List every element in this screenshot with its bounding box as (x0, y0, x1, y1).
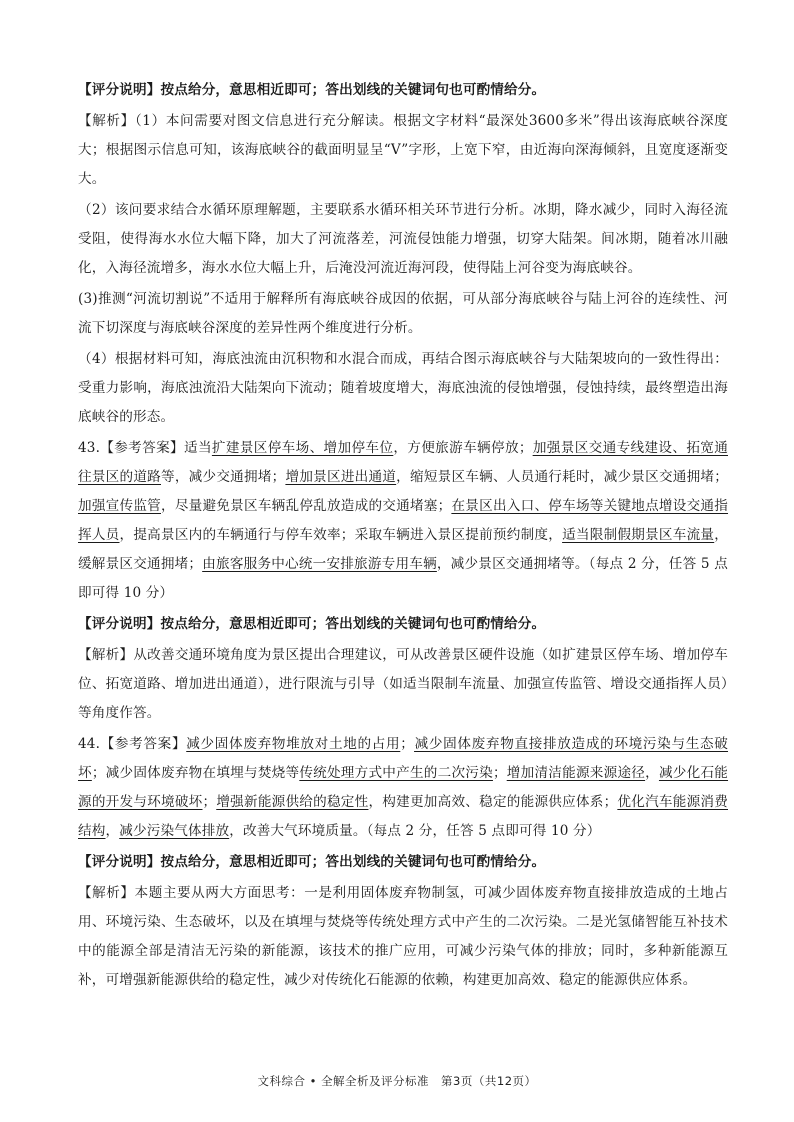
q44-key-phrase: 增强新能源供给的稳定性 (216, 794, 369, 810)
q43-text: ，缓解景区交通拥堵； (78, 527, 728, 572)
q44-key-phrase: 增加清洁能源来源途径 (506, 765, 646, 781)
page-footer: 文科综合 • 全解全析及评分标准 第3页（共12页） (257, 1074, 537, 1088)
q43-analysis: 【解析】从改善交通环境角度为景区提出合理建议，可从改善景区硬件设施（如扩建景区停车场、增加停车位、拓宽道路、增加进出通道），进行限流与引导（如适当限制车流量、加强宣传监管、增设交通指挥人员）等角度作答。 (78, 647, 728, 721)
q44-text: 44.【参考答案】 (78, 736, 187, 752)
q43-key-phrase: 加强宣传监管 (78, 498, 161, 514)
q43-text: ，减少景区交通拥堵等。（每点 2 分，任答 5 点即可得 10 分） (78, 556, 728, 601)
q42-analysis-2: （2）该问要求结合水循环原理解题，主要联系水循环相关环节进行分析。冰期，降水减少，同时入海径流受阻，使得海水水位大幅下降，加大了河流落差，河流侵蚀能力增强，切穿大陆架。间冰期，随着冰川融化，入海径流增多，海水水位大幅上升，后淹没河流近海河段，使得陆上河谷变为海底峡谷。 (78, 202, 728, 276)
q43-key-phrase: 增加景区进出通道 (285, 469, 397, 485)
q44-text: ； (400, 736, 415, 752)
q43-text: ，缩短景区车辆、人员通行耗时，减少景区交通拥堵； (396, 469, 729, 485)
q44-analysis: 【解析】本题主要从两大方面思考：一是利用固体废弃物制氢，可减少固体废弃物直接排放造成的土地占用、环境污染、生态破坏，以及在填埋与焚烧等传统处理方式中产生的二次污染。二是光氢储智能互补技术中的能源全部是清洁无污染的新能源，该技术的推广应用，可减少污染气体的排放；同时，多种新能源互补，可增强新能源供给的稳定性，减少对传统化石能源的依赖，构建更加高效、稳定的能源供应体系。 (78, 885, 728, 988)
q43-text: ，尽量避免景区车辆乱停乱放造成的交通堵塞； (161, 498, 452, 514)
q42-analysis-4: （4）根据材料可知，海底浊流由沉积物和水混合而成，再结合图示海底峡谷与大陆架坡向的一致性得出：受重力影响，海底浊流沿大陆架向下流动；随着坡度增大，海底浊流的侵蚀增强，侵蚀持续，最终塑造出海底峡谷的形态。 (78, 351, 728, 425)
q44-key-phrase: 减少固体废弃物直接排放造成的环境污染与生态破坏 (78, 736, 729, 781)
q44-key-phrase: 传统处理方式中产生的二次污染 (299, 765, 493, 781)
q44-text: ； (202, 794, 217, 810)
scoring-note: 【评分说明】按点给分，意思相近即可；答出划线的关键词句也可酌情给分。 (78, 82, 546, 98)
page-content (78, 76, 728, 997)
q44-key-phrase: 减少污染气体排放 (119, 823, 230, 839)
q43-text: ，提高景区内的车辆通行与停车效率；采取车辆进入景区提前预约制度， (119, 527, 563, 543)
q44-key-phrase: 减少化石能源的开发与环境破坏 (78, 765, 729, 810)
q43-key-phrase: 加强景区交通专线建设、拓宽通往景区的道路 (78, 440, 728, 485)
q44-text: ，改善大气环境质量。（每点 2 分，任答 5 点即可得 10 分） (229, 823, 601, 839)
q43-text: 等，减少交通拥堵； (161, 469, 286, 485)
q44-answer (78, 730, 728, 846)
q44-text: ，构建更加高效、稳定的能源供应体系； (368, 794, 618, 810)
q43-key-phrase: 适当限制假期景区车流量 (562, 527, 715, 543)
q44-text: ；减少固体废弃物在填埋与焚烧等 (91, 765, 300, 781)
q44-key-phrase: 优化汽车能源消费结构 (78, 794, 728, 839)
q43-text: ，方便旅游车辆停放； (393, 440, 533, 456)
q43-text: 43.【参考答案】适当 (78, 440, 212, 456)
q43-key-phrase: 在景区出入口、停车场等关键地点增设交通指挥人员 (78, 498, 729, 543)
q42-analysis-3: (3)推测“河流切割说”不适用于解释所有海底峡谷成因的依据，可从部分海底峡谷与陆上河谷的连续性、河流下切深度与海底峡谷深度的差异性两个维度进行分析。 (78, 291, 728, 336)
q44-text: ， (645, 765, 659, 781)
scoring-note: 【评分说明】按点给分，意思相近即可；答出划线的关键词句也可酌情给分。 (78, 854, 546, 870)
q43-answer (78, 434, 728, 608)
q44-text: ； (492, 765, 507, 781)
q42-analysis-1: 【解析】（1）本问需要对图文信息进行充分解读。根据文字材料“最深处3600多米”得出该海底峡谷深度大；根据图示信息可知，该海底峡谷的截面明显呈“V”字形，上宽下窄，由近海向深海倾斜，且宽度逐渐变大。 (78, 113, 728, 187)
q43-key-phrase: 由旅客服务中心统一安排旅游专用车辆 (202, 556, 437, 572)
q44-text: ， (105, 823, 120, 839)
q44-key-phrase: 减少固体废弃物堆放对土地的占用 (186, 736, 401, 752)
q43-key-phrase: 扩建景区停车场、增加停车位 (211, 440, 394, 456)
scoring-note: 【评分说明】按点给分，意思相近即可；答出划线的关键词句也可酌情给分。 (78, 616, 546, 632)
